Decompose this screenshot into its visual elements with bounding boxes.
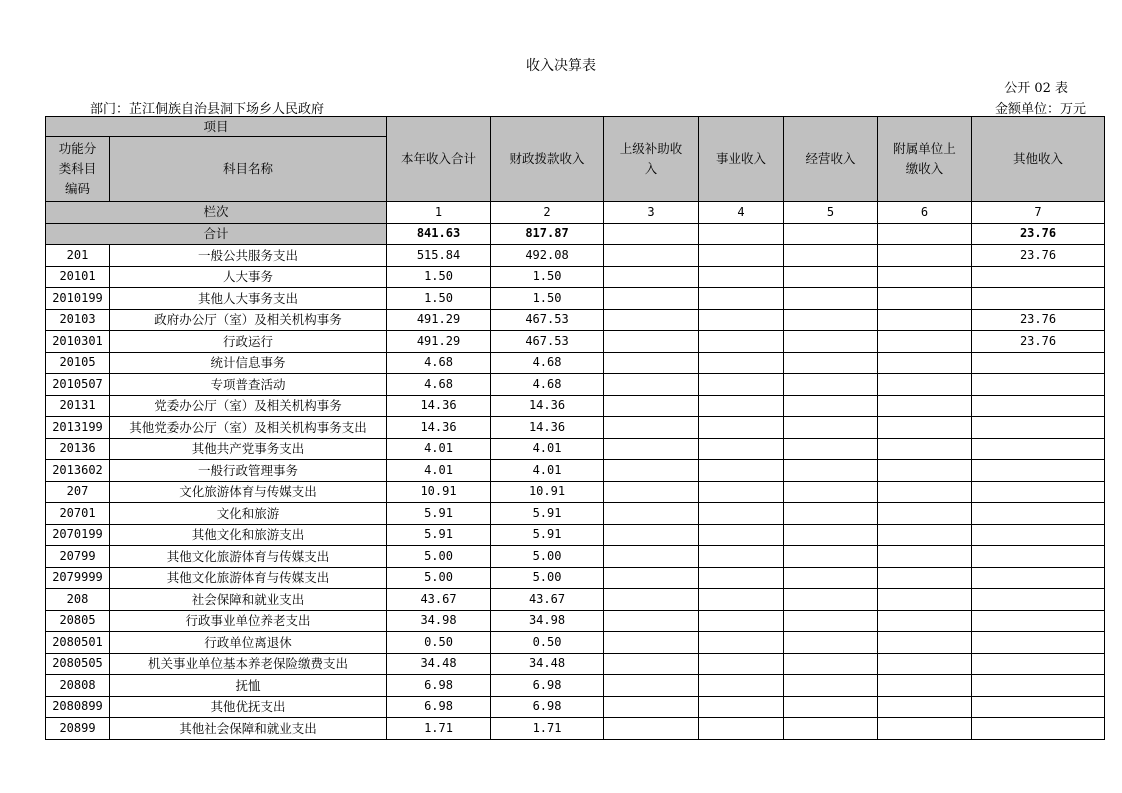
row-value <box>972 653 1105 675</box>
row-value <box>699 309 784 331</box>
row-value <box>784 331 878 353</box>
row-value <box>604 718 699 740</box>
row-value: 23.76 <box>972 245 1105 267</box>
row-value <box>784 675 878 697</box>
table-row <box>46 438 1105 460</box>
column-index-cell: 3 <box>604 202 699 224</box>
row-name: 行政事业单位养老支出 <box>110 610 387 632</box>
row-name: 人大事务 <box>110 266 387 288</box>
column-index-cell: 2 <box>491 202 604 224</box>
row-value <box>784 245 878 267</box>
row-value: 4.68 <box>491 374 604 396</box>
row-value: 515.84 <box>387 245 491 267</box>
page-title: 收入决算表 <box>526 58 596 74</box>
row-value <box>604 245 699 267</box>
row-code: 201 <box>46 245 110 267</box>
table-row <box>46 245 1105 267</box>
row-value: 5.91 <box>491 524 604 546</box>
row-value: 14.36 <box>387 417 491 439</box>
row-value: 4.01 <box>491 438 604 460</box>
row-name: 行政运行 <box>110 331 387 353</box>
row-value: 6.98 <box>387 696 491 718</box>
row-value <box>604 331 699 353</box>
row-value <box>699 567 784 589</box>
row-value: 1.50 <box>387 288 491 310</box>
row-value <box>699 331 784 353</box>
header-col7: 其他收入 <box>972 117 1105 202</box>
total-cell <box>699 223 784 245</box>
row-value: 4.01 <box>387 438 491 460</box>
row-value <box>972 417 1105 439</box>
table-row <box>46 352 1105 374</box>
row-value <box>784 288 878 310</box>
row-code: 20808 <box>46 675 110 697</box>
row-code: 20103 <box>46 309 110 331</box>
row-value <box>604 288 699 310</box>
row-name: 机关事业单位基本养老保险缴费支出 <box>110 653 387 675</box>
header-col3: 上级补助收入 <box>604 117 699 202</box>
row-value: 14.36 <box>491 417 604 439</box>
row-value: 43.67 <box>491 589 604 611</box>
row-value <box>972 589 1105 611</box>
row-value: 4.68 <box>387 374 491 396</box>
row-value <box>972 266 1105 288</box>
header-code: 功能分类科目编码 <box>46 137 110 202</box>
header-item: 项目 <box>46 117 387 137</box>
row-value <box>784 567 878 589</box>
row-value: 14.36 <box>387 395 491 417</box>
row-value: 491.29 <box>387 309 491 331</box>
row-value <box>878 245 972 267</box>
row-value <box>604 632 699 654</box>
row-code: 20805 <box>46 610 110 632</box>
row-value: 23.76 <box>972 331 1105 353</box>
row-value <box>878 718 972 740</box>
row-name: 一般行政管理事务 <box>110 460 387 482</box>
row-value <box>699 610 784 632</box>
column-index-cell: 4 <box>699 202 784 224</box>
row-value: 5.91 <box>491 503 604 525</box>
table-row <box>46 417 1105 439</box>
header-col4: 事业收入 <box>699 117 784 202</box>
row-code: 2079999 <box>46 567 110 589</box>
row-value <box>878 481 972 503</box>
row-value <box>604 589 699 611</box>
row-value <box>972 288 1105 310</box>
row-value <box>604 438 699 460</box>
row-value <box>878 610 972 632</box>
row-value <box>604 352 699 374</box>
row-value <box>604 503 699 525</box>
row-code: 207 <box>46 481 110 503</box>
row-value <box>699 589 784 611</box>
table-row <box>46 309 1105 331</box>
row-name: 其他人大事务支出 <box>110 288 387 310</box>
table-row <box>46 524 1105 546</box>
row-value: 34.98 <box>491 610 604 632</box>
column-index-row <box>46 202 1105 224</box>
row-value: 1.71 <box>387 718 491 740</box>
row-value <box>699 632 784 654</box>
row-code: 2013602 <box>46 460 110 482</box>
row-code: 2010199 <box>46 288 110 310</box>
row-value: 10.91 <box>491 481 604 503</box>
row-value: 467.53 <box>491 309 604 331</box>
row-name: 政府办公厅（室）及相关机构事务 <box>110 309 387 331</box>
row-value <box>878 567 972 589</box>
row-value <box>784 546 878 568</box>
table-row <box>46 567 1105 589</box>
row-value <box>699 460 784 482</box>
row-value <box>784 610 878 632</box>
total-cell <box>878 223 972 245</box>
table-row <box>46 395 1105 417</box>
row-value <box>604 266 699 288</box>
table-row <box>46 503 1105 525</box>
row-value <box>972 632 1105 654</box>
row-value: 34.48 <box>491 653 604 675</box>
table-row <box>46 610 1105 632</box>
row-value <box>878 589 972 611</box>
row-name: 统计信息事务 <box>110 352 387 374</box>
row-value <box>972 481 1105 503</box>
row-code: 20131 <box>46 395 110 417</box>
header-name: 科目名称 <box>110 137 387 202</box>
row-value <box>972 460 1105 482</box>
row-value <box>878 309 972 331</box>
row-value: 4.68 <box>491 352 604 374</box>
row-value: 491.29 <box>387 331 491 353</box>
total-row <box>46 223 1105 245</box>
row-value: 1.50 <box>491 288 604 310</box>
row-code: 2010301 <box>46 331 110 353</box>
row-name: 其他党委办公厅（室）及相关机构事务支出 <box>110 417 387 439</box>
row-value <box>699 374 784 396</box>
row-value: 467.53 <box>491 331 604 353</box>
column-index-cell: 6 <box>878 202 972 224</box>
total-cell: 841.63 <box>387 223 491 245</box>
row-value: 1.50 <box>387 266 491 288</box>
row-value <box>604 675 699 697</box>
table-row <box>46 589 1105 611</box>
unit-label: 金额单位：万元 <box>994 102 1086 117</box>
row-value <box>699 675 784 697</box>
total-cell: 23.76 <box>972 223 1105 245</box>
row-name: 文化旅游体育与传媒支出 <box>110 481 387 503</box>
row-name: 社会保障和就业支出 <box>110 589 387 611</box>
row-value: 5.91 <box>387 524 491 546</box>
row-value: 5.00 <box>387 546 491 568</box>
row-value <box>878 417 972 439</box>
row-value: 34.48 <box>387 653 491 675</box>
row-value <box>784 718 878 740</box>
row-value <box>604 653 699 675</box>
row-value: 5.00 <box>491 546 604 568</box>
row-value <box>972 610 1105 632</box>
row-value <box>699 352 784 374</box>
header-col5: 经营收入 <box>784 117 878 202</box>
row-value <box>699 438 784 460</box>
row-name: 其他文化和旅游支出 <box>110 524 387 546</box>
row-value: 6.98 <box>491 696 604 718</box>
row-code: 2080501 <box>46 632 110 654</box>
table-row <box>46 460 1105 482</box>
row-value <box>604 610 699 632</box>
row-value <box>604 524 699 546</box>
row-value <box>784 503 878 525</box>
row-value: 6.98 <box>491 675 604 697</box>
row-name: 一般公共服务支出 <box>110 245 387 267</box>
row-name: 其他文化旅游体育与传媒支出 <box>110 546 387 568</box>
row-value <box>878 352 972 374</box>
row-value <box>699 395 784 417</box>
row-value <box>699 245 784 267</box>
row-value: 34.98 <box>387 610 491 632</box>
row-value <box>784 632 878 654</box>
column-index-cell: 7 <box>972 202 1105 224</box>
department-label: 部门：芷江侗族自治县洞下场乡人民政府 <box>90 102 325 117</box>
row-value <box>699 696 784 718</box>
row-code: 20101 <box>46 266 110 288</box>
row-value <box>972 374 1105 396</box>
row-value <box>972 567 1105 589</box>
row-value: 492.08 <box>491 245 604 267</box>
row-value <box>972 503 1105 525</box>
row-value: 4.01 <box>387 460 491 482</box>
header-col1: 本年收入合计 <box>387 117 491 202</box>
row-name: 党委办公厅（室）及相关机构事务 <box>110 395 387 417</box>
table-row <box>46 675 1105 697</box>
row-value <box>972 546 1105 568</box>
row-value <box>784 653 878 675</box>
row-value <box>784 309 878 331</box>
row-code: 2070199 <box>46 524 110 546</box>
row-value <box>699 653 784 675</box>
row-value <box>604 567 699 589</box>
row-code: 208 <box>46 589 110 611</box>
row-value <box>784 589 878 611</box>
row-value <box>604 481 699 503</box>
row-value: 14.36 <box>491 395 604 417</box>
header-col2: 财政拨款收入 <box>491 117 604 202</box>
row-value <box>878 266 972 288</box>
row-value: 10.91 <box>387 481 491 503</box>
table-row <box>46 266 1105 288</box>
income-table <box>45 116 1105 740</box>
table-row <box>46 331 1105 353</box>
row-value <box>878 696 972 718</box>
row-value <box>604 696 699 718</box>
row-value <box>604 417 699 439</box>
row-value <box>784 352 878 374</box>
column-index-cell: 5 <box>784 202 878 224</box>
row-value: 4.68 <box>387 352 491 374</box>
table-row <box>46 288 1105 310</box>
form-number: 公开 02 表 <box>1004 81 1068 96</box>
row-code: 2080505 <box>46 653 110 675</box>
row-code: 20799 <box>46 546 110 568</box>
row-value: 0.50 <box>387 632 491 654</box>
row-code: 2013199 <box>46 417 110 439</box>
row-value <box>784 524 878 546</box>
row-value: 6.98 <box>387 675 491 697</box>
row-code: 2080899 <box>46 696 110 718</box>
row-value <box>699 417 784 439</box>
row-value <box>699 481 784 503</box>
total-cell <box>604 223 699 245</box>
row-value <box>699 503 784 525</box>
row-value <box>878 546 972 568</box>
row-value: 5.00 <box>387 567 491 589</box>
row-value <box>972 524 1105 546</box>
row-value <box>604 374 699 396</box>
row-value <box>604 395 699 417</box>
table-row <box>46 374 1105 396</box>
row-value <box>878 460 972 482</box>
row-value <box>604 309 699 331</box>
row-name: 其他共产党事务支出 <box>110 438 387 460</box>
row-name: 文化和旅游 <box>110 503 387 525</box>
row-name: 专项普查活动 <box>110 374 387 396</box>
row-value: 5.91 <box>387 503 491 525</box>
row-value <box>878 288 972 310</box>
row-code: 20701 <box>46 503 110 525</box>
row-value <box>784 374 878 396</box>
row-value: 0.50 <box>491 632 604 654</box>
table-row <box>46 653 1105 675</box>
row-value <box>972 718 1105 740</box>
row-value <box>699 524 784 546</box>
row-value <box>699 266 784 288</box>
row-code: 2010507 <box>46 374 110 396</box>
row-code: 20899 <box>46 718 110 740</box>
row-value: 43.67 <box>387 589 491 611</box>
row-value <box>784 266 878 288</box>
table-row <box>46 481 1105 503</box>
table-row <box>46 696 1105 718</box>
row-name: 其他社会保障和就业支出 <box>110 718 387 740</box>
row-value <box>784 438 878 460</box>
table-row <box>46 718 1105 740</box>
row-value <box>972 675 1105 697</box>
row-value <box>784 696 878 718</box>
row-name: 其他优抚支出 <box>110 696 387 718</box>
row-value <box>784 481 878 503</box>
row-value <box>784 395 878 417</box>
row-value <box>878 632 972 654</box>
row-name: 抚恤 <box>110 675 387 697</box>
row-value <box>699 718 784 740</box>
total-label: 合计 <box>46 223 387 245</box>
row-value <box>972 438 1105 460</box>
row-value <box>604 546 699 568</box>
row-value <box>878 395 972 417</box>
row-value: 4.01 <box>491 460 604 482</box>
table-row <box>46 632 1105 654</box>
row-value: 23.76 <box>972 309 1105 331</box>
row-value <box>699 546 784 568</box>
row-value <box>972 395 1105 417</box>
row-value <box>878 374 972 396</box>
row-value <box>972 696 1105 718</box>
table-row <box>46 546 1105 568</box>
header-col6: 附属单位上缴收入 <box>878 117 972 202</box>
row-value <box>878 675 972 697</box>
row-name: 其他文化旅游体育与传媒支出 <box>110 567 387 589</box>
row-value <box>878 331 972 353</box>
column-index-cell: 1 <box>387 202 491 224</box>
row-value <box>699 288 784 310</box>
total-cell: 817.87 <box>491 223 604 245</box>
row-value: 1.71 <box>491 718 604 740</box>
row-value: 1.50 <box>491 266 604 288</box>
column-index-label: 栏次 <box>46 202 387 224</box>
row-code: 20105 <box>46 352 110 374</box>
row-name: 行政单位离退休 <box>110 632 387 654</box>
row-value: 5.00 <box>491 567 604 589</box>
row-value <box>784 460 878 482</box>
row-value <box>972 352 1105 374</box>
header-row-1 <box>46 117 1105 137</box>
row-code: 20136 <box>46 438 110 460</box>
row-value <box>878 524 972 546</box>
row-value <box>784 417 878 439</box>
total-cell <box>784 223 878 245</box>
row-value <box>878 653 972 675</box>
row-value <box>604 460 699 482</box>
row-value <box>878 503 972 525</box>
row-value <box>878 438 972 460</box>
